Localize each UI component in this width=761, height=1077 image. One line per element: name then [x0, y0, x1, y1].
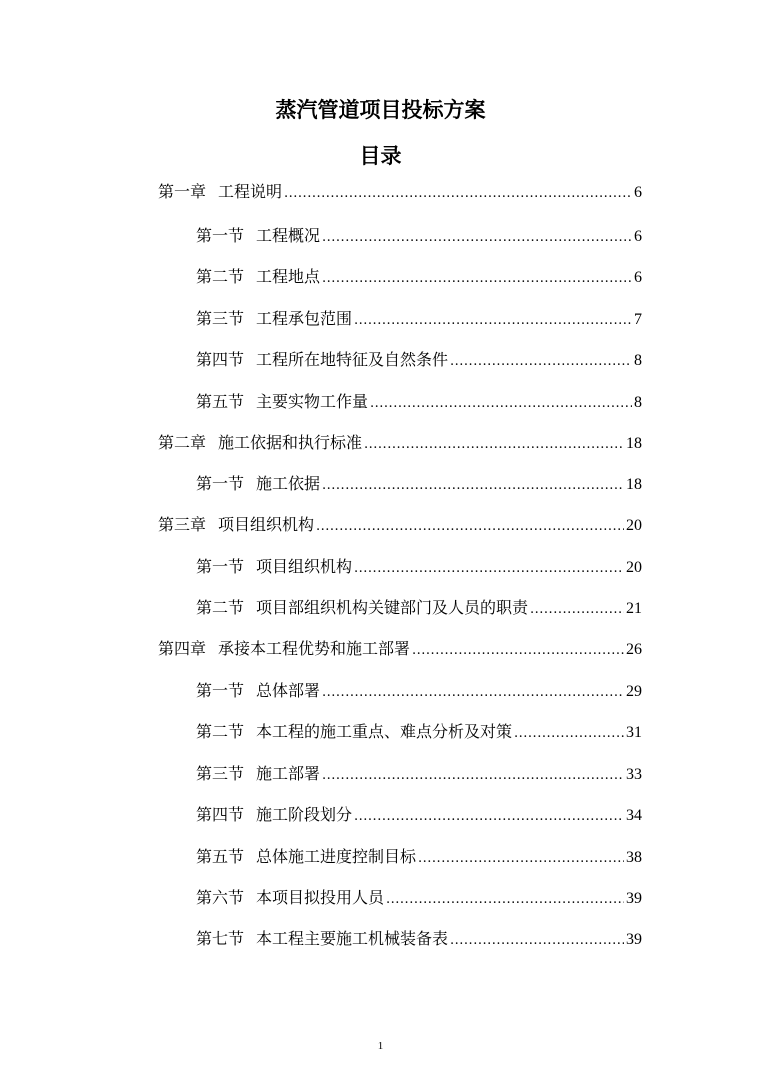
toc-section-4-5[interactable] — [196, 845, 642, 869]
toc-heading: 目录 — [359, 144, 402, 168]
toc-chapter-3[interactable] — [158, 513, 642, 537]
toc-leader — [322, 226, 632, 250]
toc-page: 39 — [626, 890, 642, 907]
toc-number: 第五节 — [196, 392, 245, 411]
toc-page: 29 — [626, 683, 642, 700]
toc-section-1-5[interactable] — [196, 390, 642, 414]
toc-number: 第二节 — [196, 267, 245, 286]
toc-section-4-3[interactable] — [196, 762, 642, 786]
toc-section-4-1[interactable] — [196, 679, 642, 703]
toc-page: 18 — [626, 435, 642, 452]
toc-text: 工程说明 — [218, 182, 283, 201]
toc-section-4-6[interactable] — [196, 886, 642, 910]
toc-leader — [316, 515, 624, 539]
document-title: 蒸汽管道项目投标方案 — [275, 98, 486, 122]
toc-leader — [322, 681, 624, 705]
toc-number: 第二节 — [196, 722, 245, 741]
toc-page: 8 — [634, 394, 642, 411]
toc-section-2-1[interactable] — [196, 472, 642, 496]
toc-text: 施工阶段划分 — [256, 805, 353, 824]
toc-text: 总体施工进度控制目标 — [256, 847, 417, 866]
toc-section-1-4[interactable] — [196, 348, 642, 372]
toc-page: 20 — [626, 517, 642, 534]
toc-leader — [322, 267, 632, 291]
toc-text: 承接本工程优势和施工部署 — [218, 639, 411, 658]
toc-leader — [370, 392, 632, 416]
toc-leader — [364, 433, 624, 457]
toc-number: 第五节 — [196, 847, 245, 866]
toc-text: 施工依据和执行标准 — [218, 433, 363, 452]
toc-number: 第一节 — [196, 557, 245, 576]
toc-page: 6 — [634, 184, 642, 201]
toc-leader — [284, 182, 632, 206]
toc-section-3-2[interactable] — [196, 596, 642, 620]
toc-section-1-3[interactable] — [196, 307, 642, 331]
toc-leader — [354, 309, 632, 333]
toc-text: 本工程主要施工机械装备表 — [256, 929, 449, 948]
toc-page: 7 — [634, 311, 642, 328]
toc-text: 施工部署 — [256, 764, 321, 783]
toc-number: 第一章 — [158, 182, 207, 201]
toc-text: 项目组织机构 — [218, 515, 315, 534]
toc-leader — [450, 350, 632, 374]
toc-leader — [322, 474, 624, 498]
toc-number: 第四章 — [158, 639, 207, 658]
toc-leader — [530, 598, 624, 622]
toc-number: 第三章 — [158, 515, 207, 534]
toc-page: 26 — [626, 641, 642, 658]
toc-page: 39 — [626, 931, 642, 948]
toc-number: 第六节 — [196, 888, 245, 907]
toc-section-1-1[interactable] — [196, 224, 642, 248]
toc-page: 34 — [626, 807, 642, 824]
toc-page: 18 — [626, 476, 642, 493]
toc-leader — [412, 639, 624, 663]
toc-leader — [450, 929, 624, 953]
toc-number: 第一节 — [196, 474, 245, 493]
toc-text: 项目部组织机构关键部门及人员的职责 — [256, 598, 529, 617]
toc-page: 6 — [634, 269, 642, 286]
toc-number: 第二节 — [196, 598, 245, 617]
toc-chapter-1[interactable] — [158, 180, 642, 204]
toc-text: 总体部署 — [256, 681, 321, 700]
toc-text: 工程所在地特征及自然条件 — [256, 350, 449, 369]
toc-number: 第四节 — [196, 805, 245, 824]
toc-text: 主要实物工作量 — [256, 392, 369, 411]
toc-number: 第二章 — [158, 433, 207, 452]
toc-section-4-2[interactable] — [196, 720, 642, 744]
toc-number: 第三节 — [196, 764, 245, 783]
toc-number: 第四节 — [196, 350, 245, 369]
toc-section-3-1[interactable] — [196, 555, 642, 579]
page-number: 1 — [377, 1040, 384, 1052]
toc-text: 项目组织机构 — [256, 557, 353, 576]
toc-page: 20 — [626, 559, 642, 576]
toc-number: 第三节 — [196, 309, 245, 328]
toc-text: 工程地点 — [256, 267, 321, 286]
toc-number: 第七节 — [196, 929, 245, 948]
toc-page: 33 — [626, 766, 642, 783]
toc-text: 本工程的施工重点、难点分析及对策 — [256, 722, 513, 741]
toc-page: 8 — [634, 352, 642, 369]
toc-number: 第一节 — [196, 226, 245, 245]
toc-section-1-2[interactable] — [196, 265, 642, 289]
toc-text: 本项目拟投用人员 — [256, 888, 385, 907]
toc-leader — [354, 557, 624, 581]
toc-leader — [354, 805, 624, 829]
toc-chapter-2[interactable] — [158, 431, 642, 455]
toc-section-4-7[interactable] — [196, 927, 642, 951]
toc-page: 21 — [626, 600, 642, 617]
toc-section-4-4[interactable] — [196, 803, 642, 827]
toc-text: 工程承包范围 — [256, 309, 353, 328]
toc-text: 工程概况 — [256, 226, 321, 245]
toc-leader — [418, 847, 624, 871]
toc-number: 第一节 — [196, 681, 245, 700]
toc-chapter-4[interactable] — [158, 637, 642, 661]
toc-text: 施工依据 — [256, 474, 321, 493]
toc-leader — [514, 722, 624, 746]
toc-leader — [386, 888, 624, 912]
toc-page: 31 — [626, 724, 642, 741]
toc-leader — [322, 764, 624, 788]
toc-page: 6 — [634, 228, 642, 245]
toc-page: 38 — [626, 849, 642, 866]
